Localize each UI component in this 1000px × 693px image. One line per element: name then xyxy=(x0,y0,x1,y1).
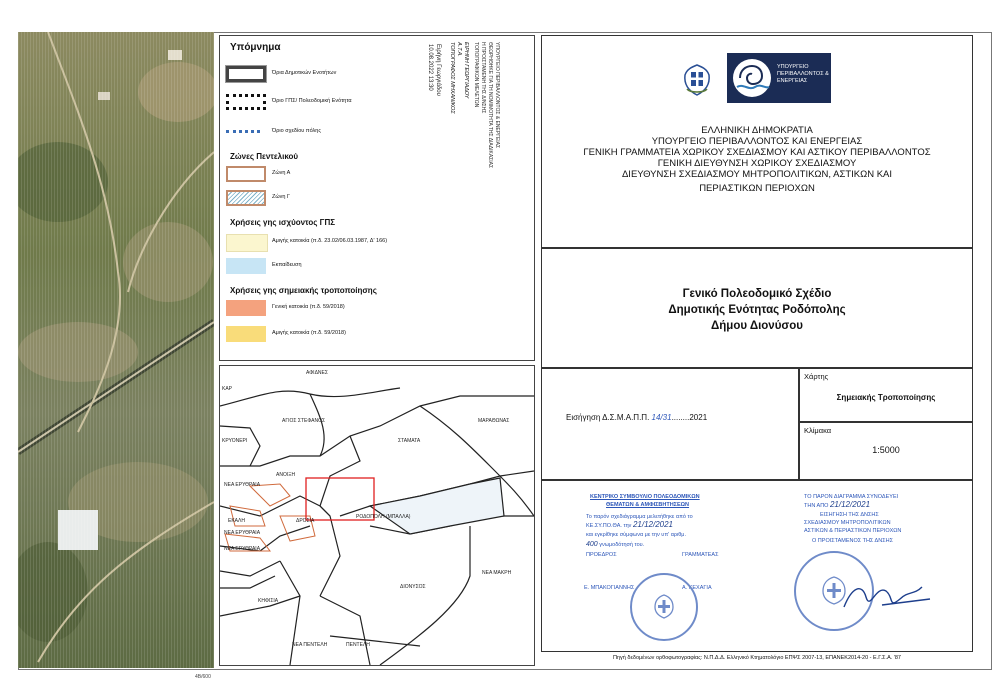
ministry-logo xyxy=(727,53,831,103)
town-plan-swatch xyxy=(226,130,260,133)
aerial-photo xyxy=(18,32,214,668)
stamps-cell xyxy=(541,480,973,652)
zone-a-swatch xyxy=(226,166,266,182)
proposal-text: Εισήγηση Δ.Σ.Μ.Α.Π.Π. 14/31........2021 xyxy=(566,413,708,422)
pure-residential-mod-swatch xyxy=(226,326,266,342)
location-map xyxy=(219,365,535,666)
data-source: Πηγή δεδομένων ορθοφωτογραφίας: Ν.Π.Δ.Δ. Ελληνικό Κτηματολόγιο ΕΠΨΣ 2007-13, ΕΠΑΝΕΚ2014-20 - Ε.Γ.Σ.Α. '87 xyxy=(613,655,901,661)
proposal-cell xyxy=(541,368,799,480)
gps-boundary-swatch xyxy=(226,94,266,110)
right-stamp-line-4: ΣΧΕΔΙΑΣΜΟΥ ΜΗΤΡΟΠΟΛΙΤΙΚΩΝ xyxy=(804,520,891,526)
place-anoixi: ΑΝΟΙΞΗ xyxy=(276,472,296,478)
aerial-code: 4B/600 xyxy=(195,674,211,680)
left-stamp-secretary: ΓΡΑΜΜΑΤΕΑΣ xyxy=(682,552,719,558)
plan-title-cell xyxy=(541,248,973,368)
place-afidnes: ΑΦΙΔΝΕΣ xyxy=(306,370,328,376)
right-stamp-line-3: ΕΙΣΗΓΗΣΗ ΤΗΣ ΔΝΣΗΣ xyxy=(820,512,879,518)
title-block xyxy=(541,35,973,665)
place-penteli: ΠΕΝΤΕΛΗ xyxy=(346,642,370,648)
scale-value: 1:5000 xyxy=(872,445,900,455)
place-nea-penteli: ΝΕΑ ΠΕΝΤΕΛΗ xyxy=(292,642,328,648)
left-stamp-president-name: Ε. ΜΠΑΚΟΓΙΑΝΝΗΣ xyxy=(584,585,635,591)
zone-g-swatch xyxy=(226,190,266,206)
right-stamp-line-6: Ο ΠΡΟΙΣΤΑΜΕΝΟΣ ΤΗΣ ΔΝΣΗΣ xyxy=(812,538,893,544)
pentelikon-heading: Ζώνες Πεντελικού xyxy=(230,152,299,161)
greek-emblem-icon xyxy=(682,63,712,97)
header-line-2: ΥΠΟΥΡΓΕΙΟ ΠΕΡΙΒΑΛΛΟΝΤΟΣ ΚΑΙ ΕΝΕΡΓΕΙΑΣ xyxy=(651,136,863,147)
education-swatch xyxy=(226,258,266,274)
plan-title-line-2: Δημοτικής Ενότητας Ροδόπολης xyxy=(668,304,846,316)
place-kar: ΚΑΡ xyxy=(222,386,233,392)
place-kryoneri: ΚΡΥΟΝΕΡΙ xyxy=(222,438,248,444)
left-stamp-line-1: ΚΕΝΤΡΙΚΟ ΣΥΜΒΟΥΛΙΟ ΠΟΛΕΟΔΟΜΙΚΩΝ xyxy=(590,494,700,500)
left-stamp-line-6: 400 γνωμοδότησή του. xyxy=(586,541,645,548)
header-line-6: ΠΕΡΙΑΣΤΙΚΩΝ ΠΕΡΙΟΧΩΝ xyxy=(699,183,815,194)
right-stamp-line-2: ΤΗΝ ΑΠΟ 21/12/2021 xyxy=(804,500,871,509)
header-line-3: ΓΕΝΙΚΗ ΓΡΑΜΜΑΤΕΙΑ ΧΩΡΙΚΟΥ ΣΧΕΔΙΑΣΜΟΥ ΚΑΙ ΑΣΤΙΚΟΥ ΠΕΡΙΒΑΛΛΟΝΤΟΣ xyxy=(583,147,931,158)
map-type-value: Σημειακής Τροποποίησης xyxy=(836,393,936,402)
legend-title: Υπόμνημα xyxy=(230,42,281,53)
right-stamp-line-1: ΤΟ ΠΑΡΟΝ ΔΙΑΓΡΑΜΜΑ ΣΥΝΟΔΕΥΕΙ xyxy=(804,494,899,500)
left-stamp-line-4: ΚΕ.ΣΥ.ΠΟ.ΘΑ. την 21/12/2021 xyxy=(586,520,673,529)
right-stamp-line-5: ΑΣΤΙΚΩΝ & ΠΕΡΙΑΣΤΙΚΩΝ ΠΕΡΙΟΧΩΝ xyxy=(804,528,902,534)
scale-cell xyxy=(799,422,973,480)
left-seal-icon xyxy=(630,573,698,641)
header-line-4: ΓΕΝΙΚΗ ΔΙΕΥΘΥΝΣΗ ΧΩΡΙΚΟΥ ΣΧΕΔΙΑΣΜΟΥ xyxy=(657,158,857,169)
left-stamp-date: 21/12/2021 xyxy=(632,520,673,529)
modification-uses-heading: Χρήσεις γης σημειακής τροποποίησης xyxy=(230,286,377,295)
plan-title-line-1: Γενικό Πολεοδομικό Σχέδιο xyxy=(682,288,832,300)
left-stamp-line-3: Το παρόν σχεδιάγραμμα μελετήθηκε από το xyxy=(586,514,693,520)
header-line-1: ΕΛΛΗΝΙΚΗ ΔΗΜΟΚΡΑΤΙΑ xyxy=(701,125,813,136)
left-stamp-president: ΠΡΟΕΔΡΟΣ xyxy=(586,552,617,558)
digital-signature: Ειρήνη Γεωργιάδου 10.08.2022 13:30 xyxy=(427,44,441,96)
ministry-logo-icon xyxy=(731,57,773,99)
place-nea-erythraia-1: ΝΕΑ ΕΡΥΘΡΑΙΑ xyxy=(224,482,261,488)
surveyor-stamp: ΕΙΡΗΝΗ ΓΕΩΡΓΙΑΔΟΥ Α.Τ.Α. ΤΟΠΟΓΡΑΦΟΣ ΜΗΧΑΝΙΚΟΣ xyxy=(449,42,469,114)
left-stamp-line-5: και εγκρίθηκε σύμφωνα με την υπ' αριθμ. xyxy=(586,532,686,538)
place-stamata: ΣΤΑΜΑΤΑ xyxy=(398,438,421,444)
scale-label: Κλίμακα xyxy=(804,426,832,435)
place-drosia: ΔΡΟΣΙΑ xyxy=(296,518,315,524)
place-kifisia: ΚΗΦΙΣΙΑ xyxy=(258,598,279,604)
plan-title-line-3: Δήμου Διονύσου xyxy=(711,320,803,332)
left-stamp-line-2: ΘΕΜΑΤΩΝ & ΑΜΦΙΣΒΗΤΗΣΕΩΝ xyxy=(606,502,690,508)
place-marathonas: ΜΑΡΑΘΩΝΑΣ xyxy=(478,418,510,424)
map-type-cell xyxy=(799,368,973,422)
municipal-boundary-swatch xyxy=(226,66,266,82)
legend-panel: Υπόμνημα Όρια Δημοτικών Ενοτήτων Όριο ΓΠΣ/ Πολεοδομική Ενότητα Όριο σχεδίου πόλης Ζώνες Πεντελικού Ζώνη Α Ζώνη Γ Χρήσεις γης ισχύοντος ΓΠΣ Αμιγής κατοικία (π.δ. 23.02/06.03.1987, Δ' 166) Εκπαίδευση Χρήσεις γης σημειακής τροποποίησης Γενική κατοικία (π.δ. 59/2018) Αμιγής κατοικία (π.δ. 59/2018) Ειρήνη Γεωργιάδου 10.08.2022 13:30 ΕΙΡΗΝΗ ΓΕΩΡΓΙΑΔΟΥ Α.Τ.Α. ΤΟΠΟΓΡΑΦΟΣ ΜΗΧΑΝΙΚΟΣ ΥΠΟΥΡΓΕΙΟ ΠΕΡΙΒΑΛΛΟΝΤΟΣ & ΕΝΕΡΓΕΙΑΣ ΘΕΩΡΗΘΗΚΕ ΓΙΑ ΤΗ ΝΟΜΙΜΟΤΗΤΑ ΤΗΣ ΔΙΑΔΙΚΑΣΙΑΣ Η ΠΡΟΙΣΤΑΜΕΝΗ ΤΗΣ Δ/ΝΣΗΣ ΤΟΠΟΓΡΑΦΙΚΩΝ ΜΕΛΕΤΩΝ xyxy=(219,35,535,361)
existing-uses-heading: Χρήσεις γης ισχύοντος ΓΠΣ xyxy=(230,218,336,227)
header-line-5: ΔΙΕΥΘΥΝΣΗ ΣΧΕΔΙΑΣΜΟΥ ΜΗΤΡΟΠΟΛΙΤΙΚΩΝ, ΑΣΤΙΚΩΝ ΚΑΙ xyxy=(621,169,893,180)
proposal-number: 14/31 xyxy=(651,413,672,422)
place-dionysos: ΔΙΟΝΥΣΟΣ xyxy=(400,584,426,590)
place-nea-erythraia-2: ΝΕΑ ΕΡΥΘΡΑΙΑ xyxy=(224,530,261,536)
right-stamp-date: 21/12/2021 xyxy=(829,500,871,509)
place-agios-stefanos: ΑΓΙΟΣ ΣΤΕΦΑΝΟΣ xyxy=(282,418,326,424)
map-type-label: Χάρτης xyxy=(804,372,829,381)
pure-residential-existing-swatch xyxy=(226,234,268,252)
place-nea-makri: ΝΕΑ ΜΑΚΡΗ xyxy=(482,570,512,576)
place-rodopoli: ΡΟΔΟΠΟΛΗ (ΜΠΑΛΛΑ) xyxy=(356,514,411,520)
header-cell xyxy=(541,35,973,248)
general-residential-swatch xyxy=(226,300,266,316)
left-stamp-number: 400 xyxy=(586,541,598,548)
place-nea-erythraia-3: ΝΕΑ ΕΡΥΘΡΑΙΑ xyxy=(224,546,261,552)
left-stamp-secretary-name: Α. ΚΕΧΑΓΙΑ xyxy=(682,585,712,591)
signature-icon xyxy=(842,577,932,617)
ministry-validation-text: ΥΠΟΥΡΓΕΙΟ ΠΕΡΙΒΑΛΛΟΝΤΟΣ & ΕΝΕΡΓΕΙΑΣ ΘΕΩΡΗΘΗΚΕ ΓΙΑ ΤΗ ΝΟΜΙΜΟΤΗΤΑ ΤΗΣ ΔΙΑΔΙΚΑΣΙΑΣ Η ΠΡΟΙΣΤΑΜΕΝΗ ΤΗΣ Δ/ΝΣΗΣ ΤΟΠΟΓΡΑΦΙΚΩΝ ΜΕΛΕΤΩΝ xyxy=(473,42,500,169)
place-ekali: ΕΚΑΛΗ xyxy=(228,518,245,524)
ministry-logo-text: ΥΠΟΥΡΓΕΙΟ ΠΕΡΙΒΑΛΛΟΝΤΟΣ & ΕΝΕΡΓΕΙΑΣ xyxy=(777,64,829,84)
